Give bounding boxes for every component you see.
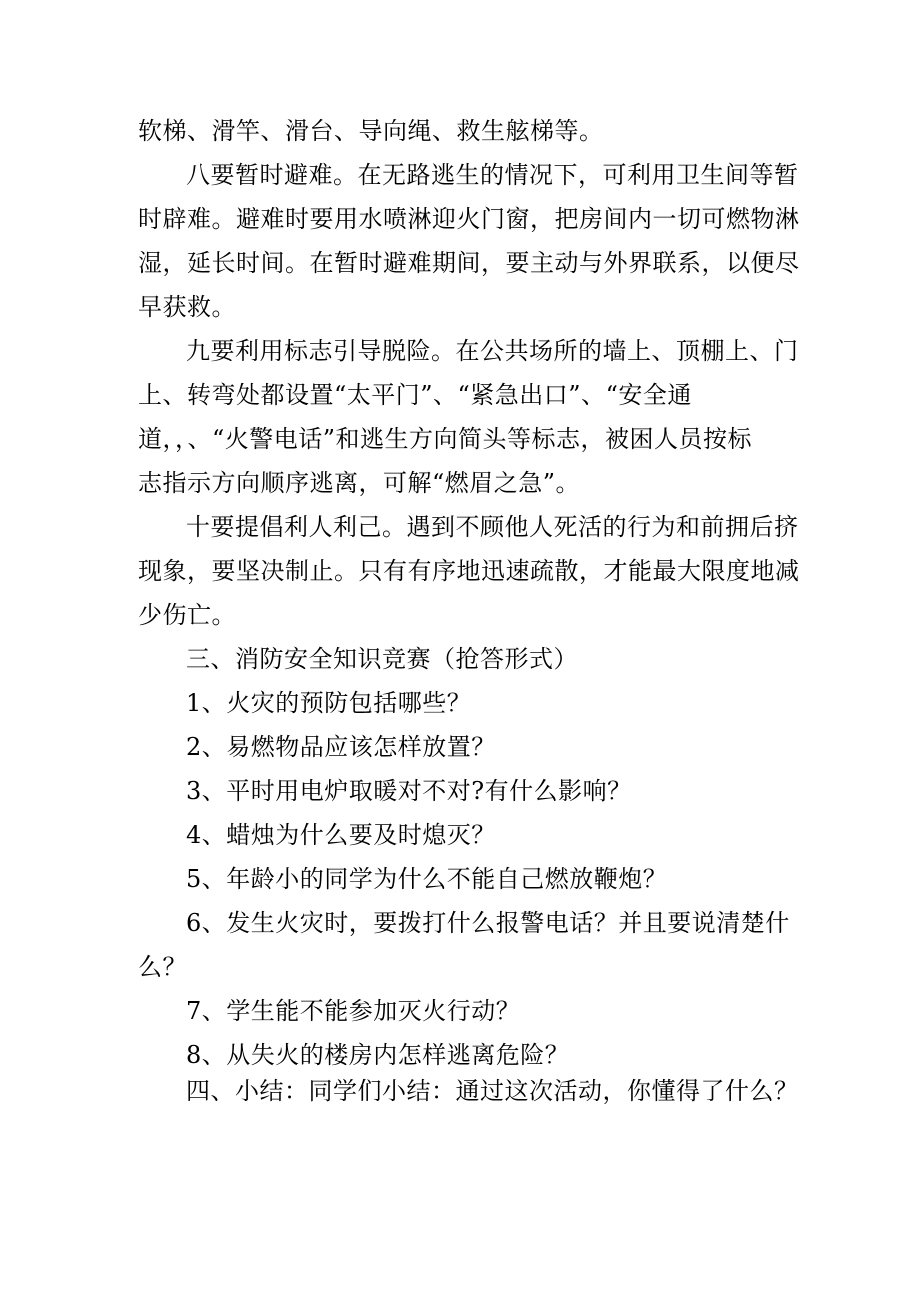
text-line: 上、转弯处都设置“太平门”、“紧急出口”、“安全通 bbox=[138, 381, 692, 409]
paragraph-ten-start: 十要提倡利人利己。遇到不顾他人死活的行为和前拥后挤 bbox=[186, 513, 799, 541]
question-item: 3、平时用电炉取暖对不对?有什么影响？ bbox=[186, 777, 632, 805]
question-item: 7、学生能不能参加灭火行动？ bbox=[186, 997, 521, 1025]
question-item: 2、易燃物品应该怎样放置？ bbox=[186, 733, 496, 761]
text-line: 湿，延长时间。在暂时避难期间，要主动与外界联系，以便尽 bbox=[138, 249, 800, 277]
text-line: 志指示方向顺序逃离，可解“燃眉之急”。 bbox=[138, 469, 581, 497]
question-item: 1、火灾的预防包括哪些？ bbox=[186, 689, 472, 717]
text-line: 早获救。 bbox=[138, 293, 236, 321]
question-item: 6、发生火灾时，要拨打什么报警电话？并且要说清楚什 bbox=[186, 909, 790, 937]
paragraph-eight-start: 八要暂时避难。在无路逃生的情况下，可利用卫生间等暂 bbox=[186, 161, 799, 189]
question-item: 5、年龄小的同学为什么不能自己燃放鞭炮？ bbox=[186, 865, 668, 893]
text-line: 现象，要坚决制止。只有有序地迅速疏散，才能最大限度地减 bbox=[138, 557, 800, 585]
text-line: 道，，、“火警电话”和逃生方向简头等标志，被困人员按标 bbox=[138, 425, 753, 453]
question-item: 8、从失火的楼房内怎样逃离危险？ bbox=[186, 1041, 570, 1069]
text-line: 么？ bbox=[138, 953, 187, 981]
question-item: 4、蜡烛为什么要及时熄灭？ bbox=[186, 821, 496, 849]
text-line: 软梯、滑竿、滑台、导向绳、救生舷梯等。 bbox=[138, 117, 604, 145]
section-four-summary: 四、小结：同学们小结：通过这次活动，你懂得了什么？ bbox=[186, 1077, 799, 1105]
text-line: 少伤亡。 bbox=[138, 601, 236, 629]
section-three-heading: 三、消防安全知识竞赛（抢答形式） bbox=[186, 645, 578, 673]
text-line: 时辟难。避难时要用水喷淋迎火门窗，把房间内一切可燃物淋 bbox=[138, 205, 800, 233]
paragraph-nine-start: 九要利用标志引导脱险。在公共场所的墙上、顶棚上、门 bbox=[186, 337, 799, 365]
